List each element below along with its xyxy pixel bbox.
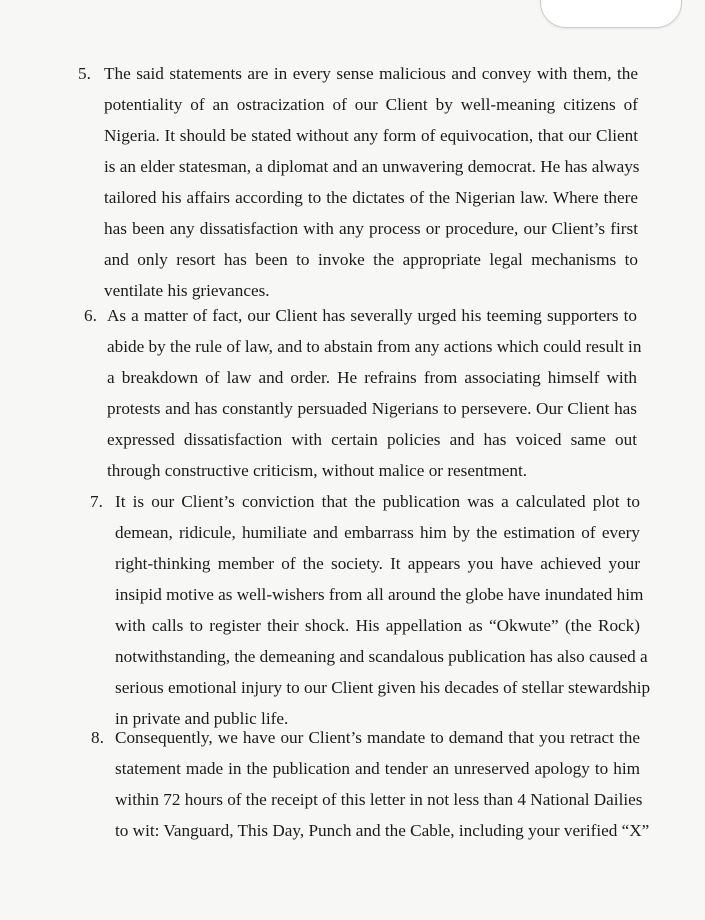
paragraph-number: 8. bbox=[91, 728, 104, 747]
paragraph-line: through constructive criticism, without malice or resentment. bbox=[107, 461, 528, 480]
paragraph-number: 7. bbox=[90, 492, 103, 511]
paragraph-line: to wit: Vanguard, This Day, Punch and the Cable, including your verified “X” bbox=[115, 821, 650, 840]
paragraph-line: It is our Client’s conviction that the publication was a calculated plot to bbox=[115, 492, 640, 511]
paragraph-line: in private and public life. bbox=[115, 709, 289, 728]
paragraph-line: The said statements are in every sense malicious and convey with them, the bbox=[104, 64, 638, 83]
paragraph-line: protests and has constantly persuaded Nigerians to persevere. Our Client has bbox=[107, 399, 637, 418]
paragraph-line: Consequently, we have our Client’s mandate to demand that you retract the bbox=[115, 728, 640, 747]
paragraph-line: and only resort has been to invoke the appropriate legal mechanisms to bbox=[104, 250, 638, 269]
paragraph-line: Nigeria. It should be stated without any form of equivocation, that our Client bbox=[104, 126, 638, 145]
paragraph-line: right-thinking member of the society. It appears you have achieved your bbox=[115, 554, 640, 573]
paragraph-number: 5. bbox=[78, 64, 91, 83]
paragraph-number: 6. bbox=[84, 306, 97, 325]
paragraph-line: potentiality of an ostracization of our Client by well-meaning citizens of bbox=[104, 95, 638, 114]
paragraph-line: abide by the rule of law, and to abstain from any actions which could result in bbox=[107, 337, 642, 356]
page-corner-tab bbox=[540, 0, 682, 28]
paragraph-line: expressed dissatisfaction with certain policies and has voiced same out bbox=[107, 430, 637, 449]
paragraph-line: statement made in the publication and tender an unreserved apology to him bbox=[115, 759, 640, 778]
paragraph-line: insipid motive as well-wishers from all around the globe have inundated him bbox=[115, 585, 644, 604]
paragraph-line: serious emotional injury to our Client given his decades of stellar stewardship bbox=[115, 678, 651, 697]
paragraph-line: tailored his affairs according to the dictates of the Nigerian law. Where there bbox=[104, 188, 638, 207]
paragraph-line: demean, ridicule, humiliate and embarrass him by the estimation of every bbox=[115, 523, 640, 542]
paragraph-line: within 72 hours of the receipt of this letter in not less than 4 National Dailies bbox=[115, 790, 643, 809]
paragraph-line: with calls to register their shock. His appellation as “Okwute” (the Rock) bbox=[115, 616, 640, 635]
paragraph-line: is an elder statesman, a diplomat and an unwavering democrat. He has always bbox=[104, 157, 640, 176]
paragraph-line: As a matter of fact, our Client has severally urged his teeming supporters to bbox=[107, 306, 637, 325]
paragraph-line: a breakdown of law and order. He refrains from associating himself with bbox=[107, 368, 637, 387]
paragraph-line: has been any dissatisfaction with any process or procedure, our Client’s first bbox=[104, 219, 638, 238]
paragraph-line: ventilate his grievances. bbox=[104, 281, 270, 300]
paragraph-line: notwithstanding, the demeaning and scandalous publication has also caused a bbox=[115, 647, 648, 666]
